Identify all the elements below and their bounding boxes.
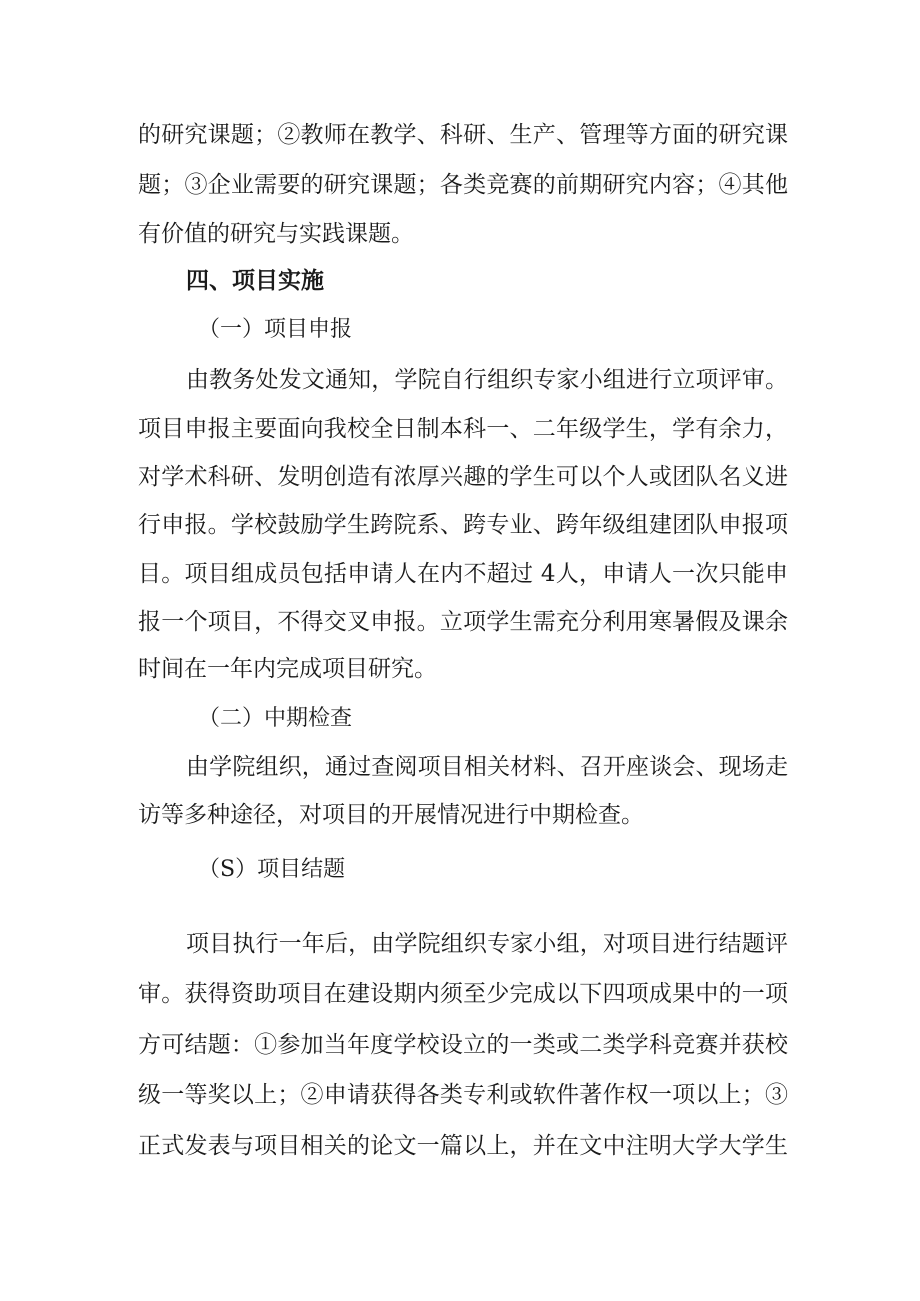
paragraph-line: 有价值的研究与实践课题。: [138, 221, 414, 247]
subsection-heading-3: （S）项目结题: [198, 857, 346, 882]
subsection-heading-1: （一）项目申报: [198, 317, 353, 342]
paragraph-line: 题；③企业需要的研究课题；各类竞赛的前期研究内容；④其他: [138, 172, 788, 198]
paragraph-line: 时间在一年内完成项目研究。: [138, 656, 437, 682]
paragraph-line: 行申报。学校鼓励学生跨院系、跨专业、跨年级组建团队申报项: [138, 512, 788, 538]
paragraph-line: 由教务处发文通知，学院自行组织专家小组进行立项评审。: [186, 367, 788, 393]
paragraph-line: 项目申报主要面向我校全日制本科一、二年级学生，学有余力，: [138, 416, 788, 442]
paragraph-line: 级一等奖以上；②申请获得各类专利或软件著作权一项以上；③: [138, 1082, 788, 1108]
paragraph-line: 正式发表与项目相关的论文一篇以上，并在文中注明大学大学生: [138, 1133, 788, 1159]
section-heading: 四、项目实施: [186, 268, 324, 294]
paragraph-line: 审。获得资助项目在建设期内须至少完成以下四项成果中的一项: [138, 981, 788, 1007]
paragraph-line: 对学术科研、发明创造有浓厚兴趣的学生可以个人或团队名义进: [138, 464, 788, 490]
subsection-heading-2: （二）中期检查: [198, 706, 353, 731]
paragraph-line: 的研究课题；②教师在教学、科研、生产、管理等方面的研究课: [138, 122, 788, 148]
paragraph-line: 访等多种途径，对项目的开展情况进行中期检查。: [138, 802, 644, 828]
paragraph-line: 报一个项目，不得交叉申报。立项学生需充分利用寒暑假及课余: [138, 609, 788, 635]
paragraph-line: 目。项目组成员包括申请人在内不超过 4人，申请人一次只能申: [138, 561, 788, 587]
paragraph-line: 由学院组织，通过查阅项目相关材料、召开座谈会、现场走: [186, 754, 788, 780]
paragraph-line: 方可结题：①参加当年度学校设立的一类或二类学科竞赛并获校: [138, 1032, 788, 1058]
paragraph-line: 项目执行一年后，由学院组织专家小组，对项目进行结题评: [186, 931, 788, 957]
